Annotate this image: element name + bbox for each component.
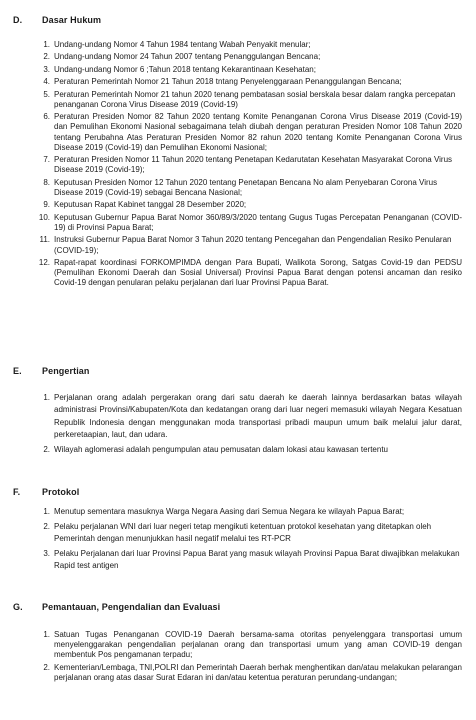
item-text: Perjalanan orang adalah pergerakan orang dari satu daerah ke daerah lainnya berdasarkan batas wilayah administrasi Provinsi/Kabupaten/Kota dan kedatangan orang dari luar negeri memasuki wilayah Negara Kesatuan Republik Indonesia dengan menggunakan moda transportasi pribadi maupun umum baik melalui jalur darat, perkeretaapian, laut, dan udara.: [54, 393, 462, 440]
list-item: [36, 235, 462, 255]
item-number: 1.: [43, 393, 50, 402]
item-text: Menutup sementara masuknya Warga Negara Aasing dari Semua Negara ke wilayah Papua Barat;: [54, 507, 405, 516]
list-item: [36, 52, 462, 62]
list-item: [36, 90, 462, 110]
item-text: Satuan Tugas Penanganan COVID-19 Daerah bersama-sama otoritas penyelenggara transportasi umum menyelenggarakan pengendalian perjalanan orang dan transportasi umum yang aman COVID-19 dengan membentuk Pos pengamanan terpadu;: [54, 630, 462, 660]
list-item: [36, 178, 462, 198]
item-number: 1.: [43, 507, 50, 516]
list-item: [36, 444, 462, 456]
item-number: 8.: [43, 177, 50, 187]
item-number: 2.: [43, 52, 50, 62]
item-text: Keputusan Gubernur Papua Barat Nomor 360/89/3/2020 tentang Gugus Tugas Percepatan Penanganan (COVID-19) di Provinsi Papua Barat;: [54, 212, 462, 232]
item-number: 1.: [43, 630, 50, 639]
item-text: Wilayah aglomerasi adalah pengumpulan atau pemusatan dalam lokasi atau kawasan tertentu: [54, 444, 388, 454]
list-pemantauan: [36, 630, 462, 685]
item-number: 10.: [38, 212, 50, 222]
item-text: Kementerian/Lembaga, TNI,POLRI dan Pemerintah Daerah berhak menghentikan dan/atau melakukan pelarangan perjalanan orang atas dasar Surat Edaran ini dan/atau ketentua peraturan perundang-undangan;: [54, 662, 462, 682]
item-text: Peraturan Pemerintah Nomor 21 tahun 2020 tenang pembatasan sosial berskala besar dalam rangka percepatan penanganan Corona Virus Disease 2019 (Covid-19): [54, 89, 456, 109]
section-title: Pemantauan, Pengendalian dan Evaluasi: [42, 602, 221, 612]
list-protokol: [36, 506, 462, 575]
item-number: 2.: [43, 444, 50, 454]
item-text: Undang-undang Nomor 24 Tahun 2007 tentang Penanggulangan Bencana;: [54, 52, 321, 62]
item-text: Peraturan Pemerintah Nomor 21 Tahun 2018 tntang Penyelenggaraan Penanggulangan Bencana;: [54, 77, 402, 87]
section-heading-dasar-hukum: [13, 15, 101, 25]
section-letter: F.: [13, 487, 21, 497]
list-item: [36, 112, 462, 153]
item-text: Keputusan Presiden Nomor 12 Tahun 2020 tentang Penetapan Bencana No alam Penyebaran Corona Virus Disease 2019 (Covid-19) sebagai Bencana Nasional;: [54, 177, 438, 197]
section-title: Protokol: [42, 487, 80, 497]
item-number: 3.: [43, 548, 50, 558]
section-heading-pemantauan: [13, 602, 220, 612]
section-letter: D.: [13, 15, 23, 25]
list-item: [36, 663, 462, 683]
item-number: 11.: [39, 235, 50, 245]
list-dasar-hukum: [36, 40, 462, 291]
list-item: [36, 392, 462, 442]
section-heading-protokol: [13, 487, 79, 497]
item-number: 7.: [43, 155, 50, 165]
item-text: Peraturan Presiden Nomor 11 Tahun 2020 tentang Penetapan Kedarutatan Kesehatan Masyarakat Corona Virus Disease 2019 (Covid-19);: [54, 155, 453, 175]
list-item: [36, 548, 462, 573]
list-pengertian: [36, 392, 462, 458]
item-number: 3.: [43, 64, 50, 74]
list-item: [36, 65, 462, 75]
list-item: [36, 258, 462, 289]
item-text: Pelaku perjalanan WNI dari luar negeri tetap mengikuti ketentuan protokol kesehatan yang ditetapkan oleh Pemerintah dengan menunjukkan hasil negatif melalui tes RT-PCR: [54, 521, 432, 543]
section-title: Dasar Hukum: [42, 15, 102, 25]
item-text: Instruksi Gubernur Papua Barat Nomor 3 Tahun 2020 tentang Pencegahan dan Pengendalian Resiko Penularan (COVID-19);: [54, 235, 452, 255]
item-number: 4.: [43, 77, 50, 87]
section-title: Pengertian: [42, 366, 90, 376]
item-number: 9.: [43, 200, 50, 210]
item-text: Peraturan Presiden Nomor 82 Tahun 2020 tentang Komite Penanganan Corona Virus Disease 2019 (Covid-19) dan Pemulihan Ekonomi Nasional sebagaimana telah diubah dengan peraturan Presiden Nomor 108 Tahun 2020 tentang Perubahna Atas Peraturan Presiden Nomor 82 rahun 2020 tentang Komite Penanganan Corona Virus Disease 2019 (Covid-19) dan Pemulihan Ekonomi Nasional;: [54, 112, 462, 152]
list-item: [36, 506, 462, 518]
item-number: 2.: [43, 521, 50, 531]
section-letter: E.: [13, 366, 22, 376]
list-item: [36, 155, 462, 175]
item-text: Keputusan Rapat Kabinet tanggal 28 Desember 2020;: [54, 200, 247, 210]
item-text: Undang-undang Nomor 6 ;Tahun 2018 tentang Kekarantinaan Kesehatan;: [54, 64, 316, 74]
section-heading-pengertian: [13, 366, 90, 376]
item-text: Rapat-rapat koordinasi FORKOMPIMDA dengan Para Bupati, Walikota Sorong, Satgas Covid-19 dan PEDSU (Pemulihan Ekonomi Daerah dan Sosial Universal) Provinsi Papua Barat dengan potensi ancaman dan resiko Covid-19 dengan penularan pelaku perjalanan dari luar Provinsi Papua Barat.: [54, 257, 462, 288]
item-number: 1.: [43, 40, 50, 49]
item-number: 2.: [43, 662, 50, 672]
section-letter: G.: [13, 602, 23, 612]
list-item: [36, 630, 462, 661]
list-item: [36, 521, 462, 546]
item-text: Pelaku Perjalanan dari luar Provinsi Papua Barat yang masuk wilayah Provinsi Papua Barat diwajibkan melakukan Rapid test antigen: [54, 548, 460, 570]
item-number: 12.: [38, 257, 50, 267]
list-item: [36, 77, 462, 87]
item-text: Undang-undang Nomor 4 Tahun 1984 tentang Wabah Penyakit menular;: [54, 40, 311, 49]
item-number: 5.: [43, 89, 50, 99]
item-number: 6.: [43, 112, 50, 122]
list-item: [36, 40, 462, 50]
list-item: [36, 200, 462, 210]
list-item: [36, 213, 462, 233]
